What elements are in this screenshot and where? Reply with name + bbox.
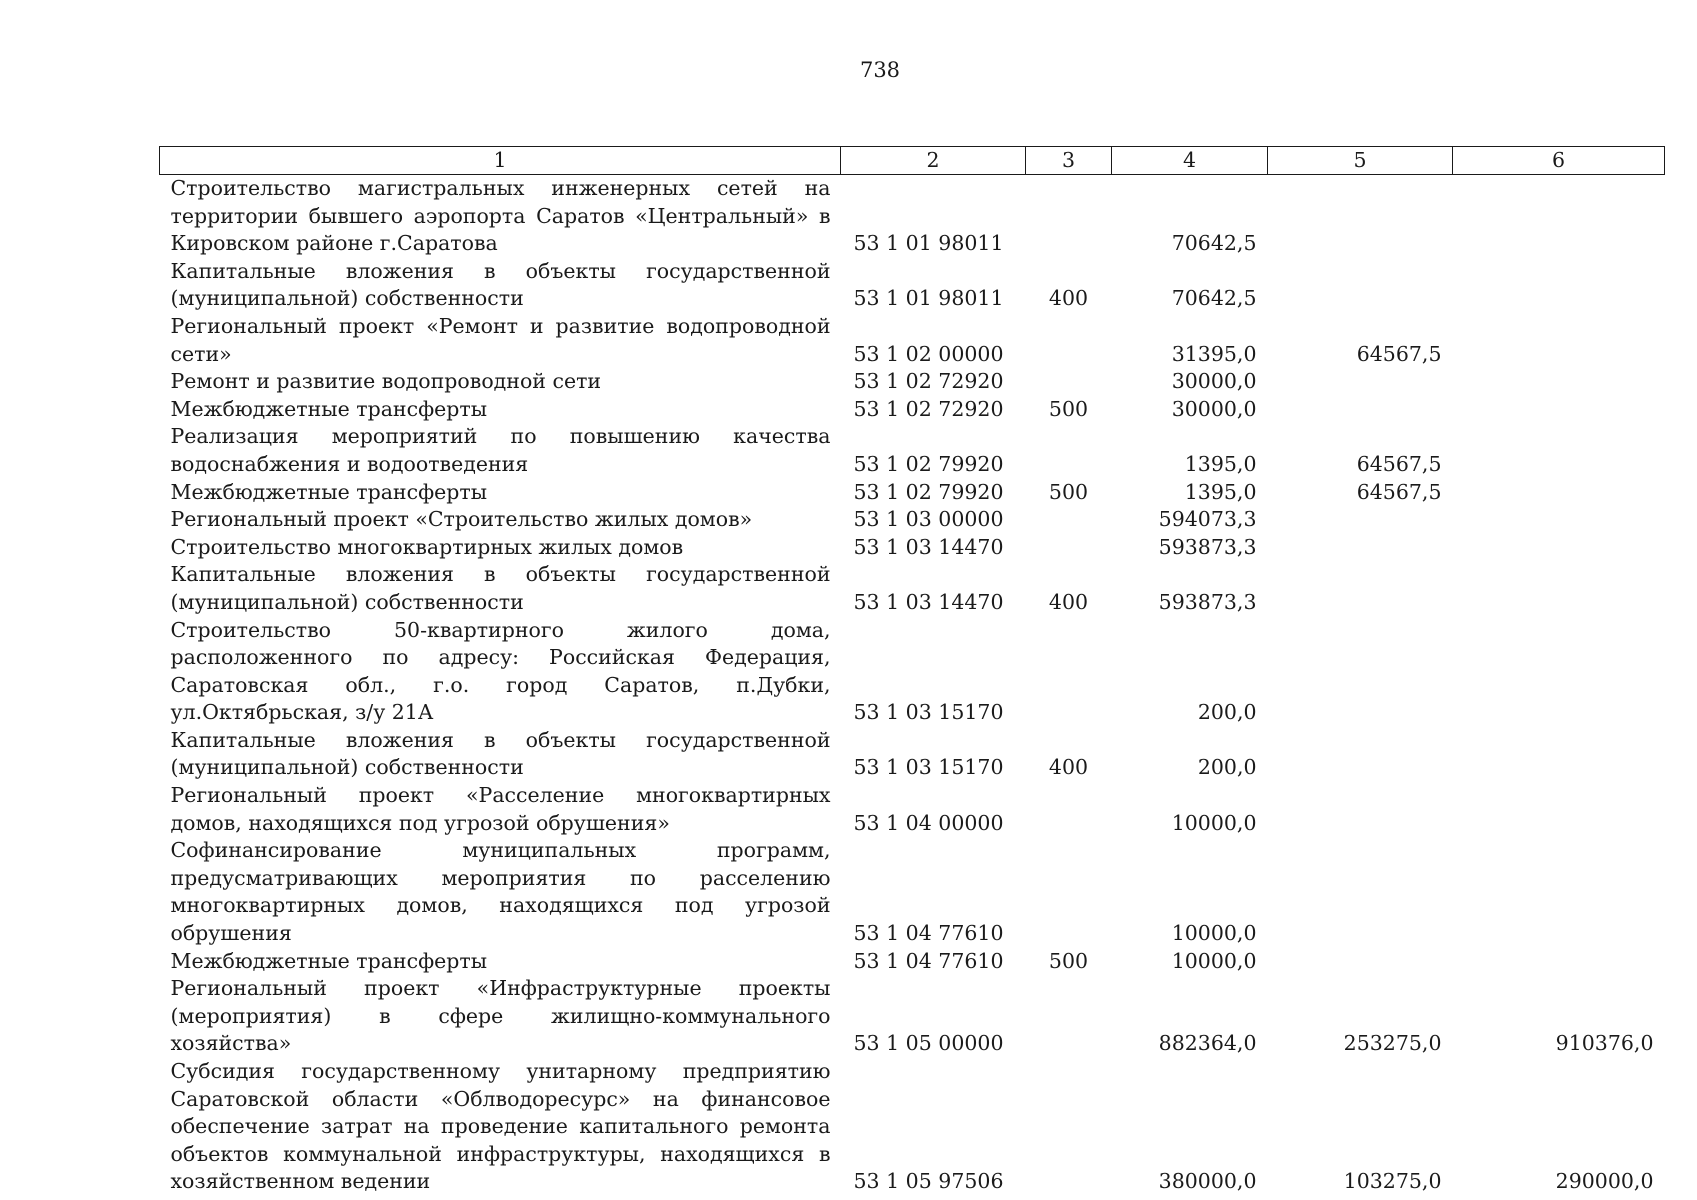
row-expense-type: [1026, 1058, 1112, 1196]
row-amount-col4: 10000,0: [1171, 810, 1257, 835]
row-code: 53 1 03 15170: [853, 755, 1004, 780]
row-amount-col4: 200,0: [1197, 755, 1257, 780]
table-row: [160, 479, 1665, 507]
row-code: 53 1 01 98011: [853, 286, 1004, 311]
row-amount-col6: 910376,0: [1555, 1031, 1654, 1056]
table-row: [160, 975, 1665, 1058]
page-number: 738: [859, 58, 901, 82]
row-code: 53 1 02 72920: [853, 369, 1004, 394]
row-amount-col6: 290000,0: [1555, 1169, 1654, 1194]
table-row: [160, 368, 1665, 396]
table-row: [160, 534, 1665, 562]
row-name: Ремонт и развитие водопроводной сети: [170, 369, 602, 394]
row-name: Региональный проект «Строительство жилых домов»: [170, 507, 753, 532]
row-amount-col4: 594073,3: [1158, 507, 1257, 532]
table-row: [160, 175, 1665, 258]
row-expense-type: 400: [1048, 286, 1089, 311]
row-amount-col6: [1453, 479, 1665, 507]
table-row: [160, 506, 1665, 534]
row-expense-type: [1026, 423, 1112, 478]
row-code: 53 1 01 98011: [853, 231, 1004, 256]
row-code: 53 1 03 15170: [853, 700, 1004, 725]
row-expense-type: [1026, 975, 1112, 1058]
row-code: 53 1 03 14470: [853, 534, 1004, 559]
row-name: Субсидия государственному унитарному предприятию Саратовской области «Облводоресурс» на финансовое обеспечение затрат на проведение капитального ремонта объектов коммунальной инфраструктуры, находящихся в хозяйственном ведении: [170, 1059, 831, 1194]
row-code: 53 1 04 00000: [853, 810, 1004, 835]
row-amount-col4: 593873,3: [1158, 534, 1257, 559]
table-row: [160, 423, 1665, 478]
table-row: [160, 727, 1665, 782]
table-row: [160, 617, 1665, 727]
row-name: Строительство многоквартирных жилых домов: [170, 534, 684, 559]
row-expense-type: [1026, 175, 1112, 258]
row-name: Межбюджетные трансферты: [170, 479, 488, 504]
row-amount-col6: [1453, 534, 1665, 562]
row-name: Межбюджетные трансферты: [170, 948, 488, 973]
table-row: [160, 948, 1665, 976]
row-amount-col6: [1453, 423, 1665, 478]
row-amount-col6: [1453, 837, 1665, 947]
row-amount-col4: 593873,3: [1158, 589, 1257, 614]
row-name: Капитальные вложения в объекты государственной (муниципальной) собственности: [170, 258, 831, 311]
row-amount-col4: 10000,0: [1171, 921, 1257, 946]
row-name: Межбюджетные трансферты: [170, 396, 488, 421]
row-amount-col6: [1453, 506, 1665, 534]
table-header: [160, 147, 1665, 175]
table-row: [160, 1058, 1665, 1196]
row-amount-col4: 1395,0: [1184, 451, 1257, 476]
row-amount-col5: [1268, 561, 1453, 616]
row-expense-type: 400: [1048, 755, 1089, 780]
row-amount-col5: [1268, 727, 1453, 782]
row-amount-col5: [1268, 617, 1453, 727]
row-code: 53 1 03 00000: [853, 507, 1004, 532]
row-code: 53 1 03 14470: [853, 589, 1004, 614]
table-row: [160, 837, 1665, 947]
row-amount-col5: [1268, 534, 1453, 562]
header-col-4: 4: [1112, 147, 1268, 175]
row-amount-col6: [1453, 561, 1665, 616]
row-amount-col4: 70642,5: [1171, 231, 1257, 256]
row-name: Региональный проект «Расселение многоквартирных домов, находящихся под угрозой обрушения»: [170, 783, 831, 835]
row-code: 53 1 04 77610: [853, 948, 1004, 973]
header-col-3: 3: [1026, 147, 1112, 175]
row-amount-col4: 882364,0: [1158, 1031, 1257, 1056]
row-name: Реализация мероприятий по повышению качества водоснабжения и водоотведения: [170, 424, 831, 476]
row-code: 53 1 02 79920: [853, 479, 1004, 504]
row-name: Софинансирование муниципальных программ, предусматривающих мероприятия по расселению многоквартирных домов, находящихся под угрозой обрушения: [170, 838, 831, 946]
row-name: Строительство магистральных инженерных сетей на территории бывшего аэропорта Саратов «Центральный» в Кировском районе г.Саратова: [170, 176, 831, 256]
row-amount-col6: [1453, 313, 1665, 368]
row-expense-type: 500: [1048, 396, 1089, 421]
row-amount-col5: [1268, 948, 1453, 976]
row-amount-col4: 70642,5: [1171, 286, 1257, 311]
row-name: Строительство 50-квартирного жилого дома, расположенного по адресу: Российская Федерация, Саратовская обл., г.о. город Саратов, п.Дубки, ул.Октябрьская, з/у 21А: [170, 617, 831, 725]
row-amount-col5: [1268, 175, 1453, 258]
budget-table: [159, 146, 1665, 1196]
row-amount-col4: 1395,0: [1184, 479, 1257, 504]
row-amount-col4: 30000,0: [1171, 396, 1257, 421]
row-expense-type: 400: [1048, 589, 1089, 614]
row-amount-col4: 31395,0: [1171, 341, 1257, 366]
header-col-6: 6: [1453, 147, 1665, 175]
header-row: [160, 147, 1665, 175]
table-row: [160, 258, 1665, 313]
row-name: Региональный проект «Инфраструктурные проекты (мероприятия) в сфере жилищно-коммунального хозяйства»: [170, 976, 831, 1056]
row-amount-col6: [1453, 175, 1665, 258]
row-amount-col5: [1268, 368, 1453, 396]
row-amount-col6: [1453, 727, 1665, 782]
row-amount-col6: [1453, 368, 1665, 396]
row-code: 53 1 05 97506: [853, 1169, 1004, 1194]
row-code: 53 1 02 00000: [853, 341, 1004, 366]
row-code: 53 1 05 00000: [853, 1031, 1004, 1056]
row-amount-col5: 64567,5: [1356, 451, 1442, 476]
row-code: 53 1 02 79920: [853, 451, 1004, 476]
row-expense-type: [1026, 534, 1112, 562]
row-expense-type: [1026, 313, 1112, 368]
row-amount-col4: 30000,0: [1171, 369, 1257, 394]
row-amount-col5: 253275,0: [1343, 1031, 1442, 1056]
row-amount-col5: [1268, 782, 1453, 837]
row-amount-col6: [1453, 396, 1665, 424]
header-col-1: 1: [160, 147, 841, 175]
row-amount-col4: 200,0: [1197, 700, 1257, 725]
row-expense-type: 500: [1048, 948, 1089, 973]
header-col-2: 2: [841, 147, 1026, 175]
table-body: [160, 175, 1665, 1196]
row-amount-col4: 10000,0: [1171, 948, 1257, 973]
row-expense-type: [1026, 837, 1112, 947]
row-code: 53 1 04 77610: [853, 921, 1004, 946]
row-name: Капитальные вложения в объекты государственной (муниципальной) собственности: [170, 727, 831, 780]
row-amount-col5: 64567,5: [1356, 479, 1442, 504]
table-row: [160, 396, 1665, 424]
row-name: Капитальные вложения в объекты государственной (муниципальной) собственности: [170, 562, 831, 614]
row-amount-col5: [1268, 837, 1453, 947]
row-expense-type: [1026, 617, 1112, 727]
row-code: 53 1 02 72920: [853, 396, 1004, 421]
row-name: Региональный проект «Ремонт и развитие водопроводной сети»: [170, 313, 831, 366]
header-col-5: 5: [1268, 147, 1453, 175]
row-amount-col6: [1453, 617, 1665, 727]
row-amount-col6: [1453, 258, 1665, 313]
row-amount-col6: [1453, 948, 1665, 976]
table-row: [160, 313, 1665, 368]
row-amount-col6: [1453, 782, 1665, 837]
row-expense-type: [1026, 782, 1112, 837]
row-amount-col5: [1268, 396, 1453, 424]
row-amount-col5: [1268, 506, 1453, 534]
row-amount-col5: 103275,0: [1343, 1169, 1442, 1194]
row-amount-col5: 64567,5: [1356, 341, 1442, 366]
table-row: [160, 561, 1665, 616]
row-amount-col4: 380000,0: [1158, 1169, 1257, 1194]
table-row: [160, 782, 1665, 837]
row-amount-col5: [1268, 258, 1453, 313]
row-expense-type: [1026, 368, 1112, 396]
row-expense-type: [1026, 506, 1112, 534]
row-expense-type: 500: [1048, 479, 1089, 504]
